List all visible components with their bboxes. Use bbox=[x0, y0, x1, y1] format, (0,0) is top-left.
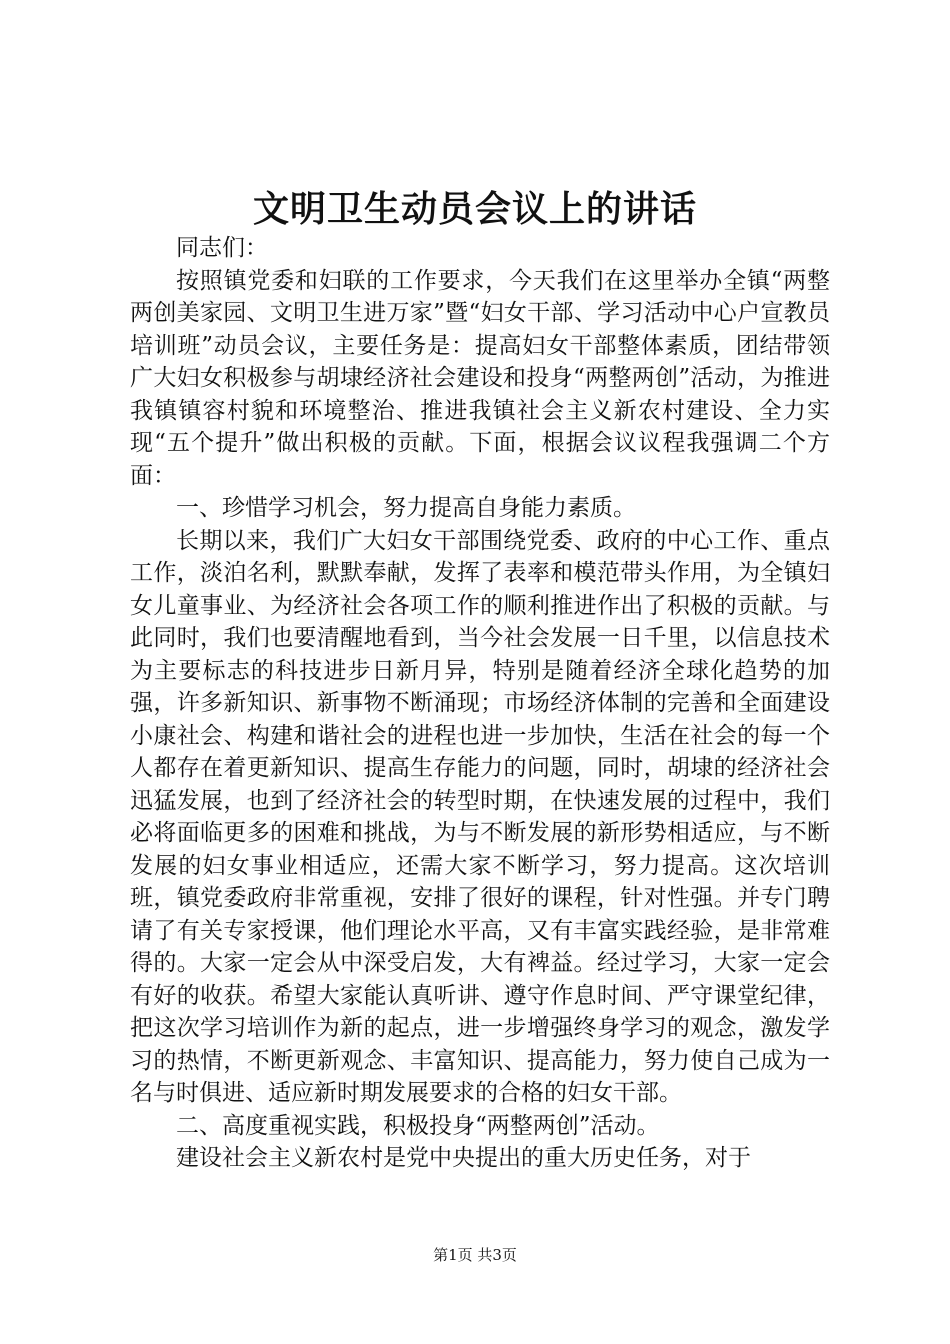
document-title: 文明卫生动员会议上的讲话 bbox=[252, 188, 697, 230]
paragraph-section-1: 长期以来，我们广大妇女干部围绕党委、政府的中心工作、重点工作，淡泊名利，默默奉献，发挥了表率和模范带头作用，为全镇妇女儿童事业、为经济社会各项工作的顺利推进作出了积极的贡献。与此同时，我们也要清醒地看到，当今社会发展一日千里，以信息技术为主要标志的科技进步日新月异，特别是随着经济全球化趋势的加强，许多新知识、新事物不断涌现；市场经济体制的完善和全面建设小康社会、构建和谐社会的进程也进一步加快，生活在社会的每一个人都存在着更新知识、提高生存能力的问题，同时，胡埭的经济社会迅猛发展，也到了经济社会的转型时期，在快速发展的过程中，我们必将面临更多的困难和挑战，为与不断发展的新形势相适应，与不断发展的妇女事业相适应，还需大家不断学习，努力提高。这次培训班，镇党委政府非常重视，安排了很好的课程，针对性强。并专门聘请了有关专家授课，他们理论水平高，又有丰富实践经验，是非常难得的。大家一定会从中深受启发，大有裨益。经过学习，大家一定会有好的收获。希望大家能认真听讲、遵守作息时间、严守课堂纪律，把这次学习培训作为新的起点，进一步增强终身学习的观念，激发学习的热情，不断更新观念、丰富知识、提高能力，努力使自己成为一名与时俱进、适应新时期发展要求的合格的妇女干部。 bbox=[130, 527, 830, 1106]
salutation: 同志们： bbox=[176, 235, 268, 261]
section-heading-1: 一、珍惜学习机会，努力提高自身能力素质。 bbox=[176, 495, 636, 521]
section-heading-2: 二、高度重视实践，积极投身“两整两创”活动。 bbox=[176, 1112, 660, 1139]
paragraph-section-2: 建设社会主义新农村是党中央提出的重大历史任务，对于 bbox=[176, 1145, 751, 1171]
document-body bbox=[130, 232, 830, 1175]
page-number-footer: 第1页 共3页 bbox=[433, 1246, 517, 1264]
paragraph-intro: 按照镇党委和妇联的工作要求，今天我们在这里举办全镇“两整两创美家园、文明卫生进万家”暨“妇女干部、学习活动中心户宣教员培训班”动员会议，主要任务是：提高妇女干部整体素质，团结带领广大妇女积极参与胡埭经济社会建设和投身“两整两创”活动，为推进我镇镇容村貌和环境整治、推进我镇社会主义新农村建设、全力实现“五个提升”做出积极的贡献。下面，根据会议议程我强调二个方面： bbox=[130, 267, 830, 489]
